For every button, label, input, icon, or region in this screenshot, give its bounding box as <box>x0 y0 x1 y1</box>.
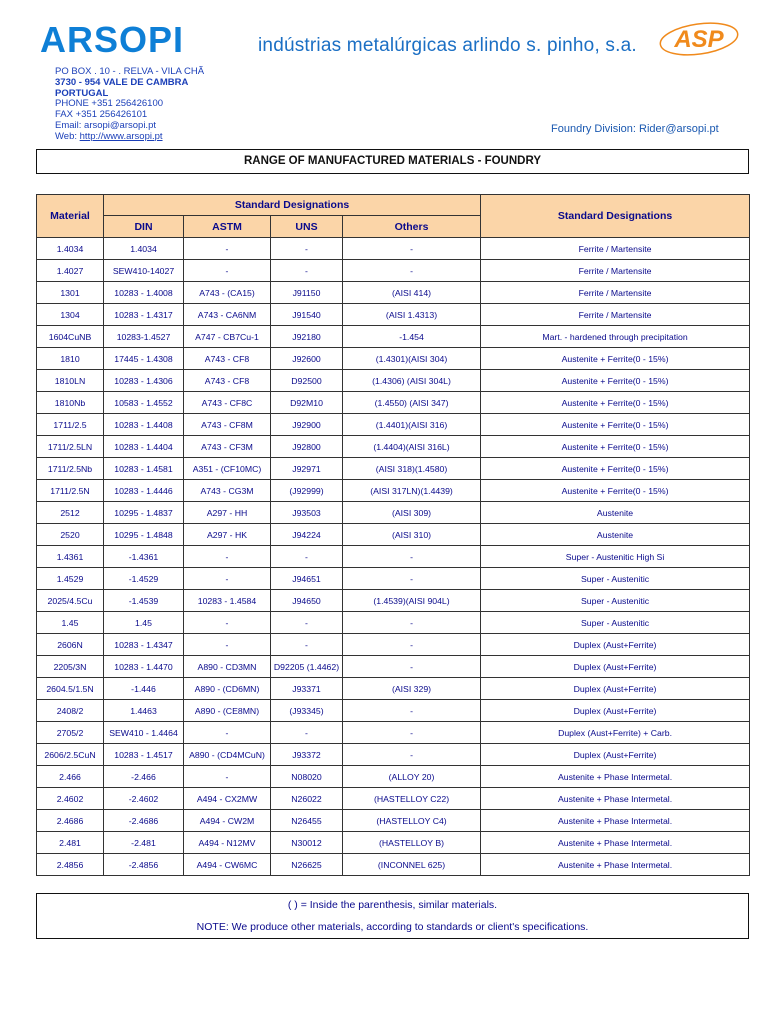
others-cell: (1.4306) (AISI 304L) <box>343 370 481 392</box>
uns-cell: J92900 <box>271 414 343 436</box>
table-row <box>37 414 750 436</box>
table-row <box>37 480 750 502</box>
structure-cell: Duplex (Aust+Ferrite) + Carb. <box>481 722 750 744</box>
uns-cell: J94651 <box>271 568 343 590</box>
table-row <box>37 766 750 788</box>
din-cell: SEW410-14027 <box>104 260 184 282</box>
astm-cell: A297 - HK <box>184 524 271 546</box>
din-cell: 10295 - 1.4837 <box>104 502 184 524</box>
table-row <box>37 810 750 832</box>
others-cell: (AISI 414) <box>343 282 481 304</box>
note-parenthesis: ( ) = Inside the parenthesis, similar materials. <box>287 899 498 911</box>
din-cell: 10283 - 1.4404 <box>104 436 184 458</box>
material-cell: 1304 <box>37 304 104 326</box>
material-cell: 1.4361 <box>37 546 104 568</box>
uns-cell: J93503 <box>271 502 343 524</box>
astm-cell: A297 - HH <box>184 502 271 524</box>
table-row <box>37 634 750 656</box>
material-cell: 2.466 <box>37 766 104 788</box>
table-row <box>37 832 750 854</box>
structure-cell: Ferrite / Martensite <box>481 282 750 304</box>
table-row <box>37 238 750 260</box>
material-cell: 1810Nb <box>37 392 104 414</box>
table-row <box>37 568 750 590</box>
header-material: Material <box>37 195 104 238</box>
others-cell: (HASTELLOY C22) <box>343 788 481 810</box>
structure-cell: Austenite <box>481 524 750 546</box>
din-cell: SEW410 - 1.4464 <box>104 722 184 744</box>
asp-logo-text: ASP <box>674 26 724 53</box>
others-cell: (AISI 329) <box>343 678 481 700</box>
material-cell: 2.4602 <box>37 788 104 810</box>
astm-cell: A747 - CB7Cu-1 <box>184 326 271 348</box>
others-cell: (AISI 310) <box>343 524 481 546</box>
din-cell: -1.4539 <box>104 590 184 612</box>
structure-cell: Super - Austenitic <box>481 568 750 590</box>
uns-cell: - <box>271 260 343 282</box>
structure-cell: Super - Austenitic High Si <box>481 546 750 568</box>
table-row <box>37 744 750 766</box>
others-cell: - <box>343 238 481 260</box>
din-cell: -2.466 <box>104 766 184 788</box>
web-link[interactable]: http://www.arsopi.pt <box>79 130 163 142</box>
structure-cell: Austenite + Ferrite(0 - 15%) <box>481 370 750 392</box>
uns-cell: N08020 <box>271 766 343 788</box>
material-cell: 2705/2 <box>37 722 104 744</box>
others-cell: (AISI 317LN)(1.4439) <box>343 480 481 502</box>
table-row <box>37 282 750 304</box>
astm-cell: A743 - CF8M <box>184 414 271 436</box>
material-cell: 2408/2 <box>37 700 104 722</box>
table-row <box>37 326 750 348</box>
material-cell: 1711/2.5N <box>37 480 104 502</box>
table-row <box>37 458 750 480</box>
structure-cell: Austenite + Phase Intermetal. <box>481 832 750 854</box>
astm-cell: A743 - CA6NM <box>184 304 271 326</box>
others-cell: -1.454 <box>343 326 481 348</box>
astm-cell: A890 - (CD4MCuN) <box>184 744 271 766</box>
din-cell: 10283 - 1.4446 <box>104 480 184 502</box>
uns-cell: N30012 <box>271 832 343 854</box>
address-line: 3730 - 954 VALE DE CAMBRA <box>55 76 189 88</box>
others-cell: (1.4539)(AISI 904L) <box>343 590 481 612</box>
uns-cell: J92600 <box>271 348 343 370</box>
astm-cell: A890 - (CE8MN) <box>184 700 271 722</box>
uns-cell: - <box>271 546 343 568</box>
astm-cell: A494 - CW6MC <box>184 854 271 876</box>
table-row <box>37 546 750 568</box>
din-cell: -2.4686 <box>104 810 184 832</box>
address-line: PORTUGAL <box>55 87 109 99</box>
material-cell: 1.4034 <box>37 238 104 260</box>
table-row <box>37 436 750 458</box>
table-row <box>37 304 750 326</box>
page-title: RANGE OF MANUFACTURED MATERIALS - FOUNDRY <box>36 149 749 174</box>
web-label: Web: <box>55 130 80 142</box>
header-astm: ASTM <box>184 216 271 238</box>
structure-cell: Duplex (Aust+Ferrite) <box>481 744 750 766</box>
others-cell: - <box>343 260 481 282</box>
table-row <box>37 678 750 700</box>
astm-cell: A743 - CG3M <box>184 480 271 502</box>
astm-cell: A743 - CF8C <box>184 392 271 414</box>
astm-cell: - <box>184 634 271 656</box>
table-row <box>37 348 750 370</box>
din-cell: 10283 - 1.4317 <box>104 304 184 326</box>
astm-cell: - <box>184 260 271 282</box>
uns-cell: J91150 <box>271 282 343 304</box>
others-cell: (HASTELLOY C4) <box>343 810 481 832</box>
din-cell: 10283 - 1.4581 <box>104 458 184 480</box>
others-cell: - <box>343 744 481 766</box>
header-structure: Standard Designations <box>481 195 750 238</box>
structure-cell: Ferrite / Martensite <box>481 260 750 282</box>
others-cell: (AISI 1.4313) <box>343 304 481 326</box>
structure-cell: Austenite + Ferrite(0 - 15%) <box>481 436 750 458</box>
structure-cell: Duplex (Aust+Ferrite) <box>481 656 750 678</box>
table-body <box>37 238 750 876</box>
others-cell: - <box>343 722 481 744</box>
material-cell: 1711/2.5Nb <box>37 458 104 480</box>
arsopi-logo: ARSOPI <box>40 19 185 60</box>
structure-cell: Duplex (Aust+Ferrite) <box>481 678 750 700</box>
others-cell: - <box>343 568 481 590</box>
uns-cell: D92500 <box>271 370 343 392</box>
material-cell: 2606N <box>37 634 104 656</box>
astm-cell: - <box>184 722 271 744</box>
structure-cell: Austenite <box>481 502 750 524</box>
astm-cell: - <box>184 546 271 568</box>
others-cell: - <box>343 634 481 656</box>
din-cell: 10283 - 1.4306 <box>104 370 184 392</box>
structure-cell: Austenite + Ferrite(0 - 15%) <box>481 392 750 414</box>
uns-cell: D92M10 <box>271 392 343 414</box>
uns-cell: J92180 <box>271 326 343 348</box>
uns-cell: (J93345) <box>271 700 343 722</box>
din-cell: -2.481 <box>104 832 184 854</box>
uns-cell: N26625 <box>271 854 343 876</box>
header-din: DIN <box>104 216 184 238</box>
astm-cell: A743 - CF3M <box>184 436 271 458</box>
others-cell: (AISI 318)(1.4580) <box>343 458 481 480</box>
others-cell: (1.4401)(AISI 316) <box>343 414 481 436</box>
structure-cell: Ferrite / Martensite <box>481 304 750 326</box>
uns-cell: - <box>271 722 343 744</box>
table-row <box>37 370 750 392</box>
astm-cell: A494 - CW2M <box>184 810 271 832</box>
company-name: indústrias metalúrgicas arlindo s. pinho, s.a. <box>258 35 637 56</box>
materials-table <box>36 194 750 876</box>
din-cell: -2.4856 <box>104 854 184 876</box>
others-cell: (1.4301)(AISI 304) <box>343 348 481 370</box>
structure-cell: Austenite + Ferrite(0 - 15%) <box>481 414 750 436</box>
material-cell: 2520 <box>37 524 104 546</box>
others-cell: - <box>343 656 481 678</box>
material-cell: 1604CuNB <box>37 326 104 348</box>
others-cell: - <box>343 546 481 568</box>
uns-cell: D92205 (1.4462) <box>271 656 343 678</box>
table-row <box>37 524 750 546</box>
material-cell: 1.4529 <box>37 568 104 590</box>
header-uns: UNS <box>271 216 343 238</box>
table-row <box>37 788 750 810</box>
material-cell: 1.4027 <box>37 260 104 282</box>
uns-cell: - <box>271 238 343 260</box>
din-cell: -1.4361 <box>104 546 184 568</box>
din-cell: 1.4463 <box>104 700 184 722</box>
table-row <box>37 502 750 524</box>
structure-cell: Mart. - hardened through precipitation <box>481 326 750 348</box>
uns-cell: J94650 <box>271 590 343 612</box>
astm-cell: A743 - CF8 <box>184 370 271 392</box>
astm-cell: A351 - (CF10MC) <box>184 458 271 480</box>
note-other-materials: NOTE: We produce other materials, according to standards or client's specifications. <box>196 921 589 933</box>
material-cell: 2.4686 <box>37 810 104 832</box>
uns-cell: J93372 <box>271 744 343 766</box>
foundry-contact: Foundry Division: Rider@arsopi.pt <box>551 123 719 135</box>
structure-cell: Austenite + Ferrite(0 - 15%) <box>481 348 750 370</box>
email-line[interactable]: Email: arsopi@arsopi.pt <box>55 119 156 131</box>
notes-box <box>36 893 749 939</box>
structure-cell: Super - Austenitic <box>481 612 750 634</box>
web-line <box>55 132 204 143</box>
din-cell: -1.4529 <box>104 568 184 590</box>
astm-cell: 10283 - 1.4584 <box>184 590 271 612</box>
structure-cell: Austenite + Phase Intermetal. <box>481 788 750 810</box>
uns-cell: J92971 <box>271 458 343 480</box>
others-cell: (1.4550) (AISI 347) <box>343 392 481 414</box>
material-cell: 2.481 <box>37 832 104 854</box>
material-cell: 2025/4.5Cu <box>37 590 104 612</box>
table-row <box>37 260 750 282</box>
table-row <box>37 854 750 876</box>
material-cell: 2604.5/1.5N <box>37 678 104 700</box>
astm-cell: - <box>184 238 271 260</box>
astm-cell: A494 - CX2MW <box>184 788 271 810</box>
structure-cell: Duplex (Aust+Ferrite) <box>481 700 750 722</box>
astm-cell: A743 - CF8 <box>184 348 271 370</box>
din-cell: 10283 - 1.4517 <box>104 744 184 766</box>
din-cell: 1.4034 <box>104 238 184 260</box>
uns-cell: (J92999) <box>271 480 343 502</box>
material-cell: 1810 <box>37 348 104 370</box>
din-cell: 10283-1.4527 <box>104 326 184 348</box>
header-standard-designations: Standard Designations <box>104 195 481 216</box>
table-row <box>37 392 750 414</box>
material-cell: 1810LN <box>37 370 104 392</box>
din-cell: 1.45 <box>104 612 184 634</box>
structure-cell: Ferrite / Martensite <box>481 238 750 260</box>
material-cell: 1.45 <box>37 612 104 634</box>
table-row <box>37 722 750 744</box>
astm-cell: A890 - (CD6MN) <box>184 678 271 700</box>
table-row <box>37 656 750 678</box>
din-cell: 10283 - 1.4408 <box>104 414 184 436</box>
uns-cell: N26455 <box>271 810 343 832</box>
structure-cell: Austenite + Phase Intermetal. <box>481 810 750 832</box>
header-others: Others <box>343 216 481 238</box>
din-cell: 17445 - 1.4308 <box>104 348 184 370</box>
astm-cell: A494 - N12MV <box>184 832 271 854</box>
table-row <box>37 700 750 722</box>
structure-cell: Austenite + Phase Intermetal. <box>481 854 750 876</box>
structure-cell: Duplex (Aust+Ferrite) <box>481 634 750 656</box>
table-row <box>37 612 750 634</box>
uns-cell: J91540 <box>271 304 343 326</box>
others-cell: (HASTELLOY B) <box>343 832 481 854</box>
structure-cell: Super - Austenitic <box>481 590 750 612</box>
asp-logo <box>658 22 740 56</box>
fax-line: FAX +351 256426101 <box>55 109 148 121</box>
din-cell: -1.446 <box>104 678 184 700</box>
astm-cell: - <box>184 766 271 788</box>
others-cell: (ALLOY 20) <box>343 766 481 788</box>
table-row <box>37 590 750 612</box>
uns-cell: - <box>271 612 343 634</box>
astm-cell: A743 - (CA15) <box>184 282 271 304</box>
din-cell: 10283 - 1.4347 <box>104 634 184 656</box>
others-cell: - <box>343 700 481 722</box>
din-cell: 10283 - 1.4008 <box>104 282 184 304</box>
din-cell: 10295 - 1.4848 <box>104 524 184 546</box>
structure-cell: Austenite + Phase Intermetal. <box>481 766 750 788</box>
address-block <box>55 67 204 143</box>
uns-cell: - <box>271 634 343 656</box>
din-cell: 10583 - 1.4552 <box>104 392 184 414</box>
din-cell: -2.4602 <box>104 788 184 810</box>
uns-cell: J93371 <box>271 678 343 700</box>
material-cell: 2205/3N <box>37 656 104 678</box>
address-line: PO BOX . 10 - . RELVA - VILA CHÃ <box>55 66 205 77</box>
material-cell: 2606/2.5CuN <box>37 744 104 766</box>
material-cell: 1711/2.5LN <box>37 436 104 458</box>
uns-cell: N26022 <box>271 788 343 810</box>
din-cell: 10283 - 1.4470 <box>104 656 184 678</box>
uns-cell: J92800 <box>271 436 343 458</box>
material-cell: 1711/2.5 <box>37 414 104 436</box>
phone-line: PHONE +351 256426100 <box>55 98 164 110</box>
material-cell: 2512 <box>37 502 104 524</box>
astm-cell: A890 - CD3MN <box>184 656 271 678</box>
structure-cell: Austenite + Ferrite(0 - 15%) <box>481 480 750 502</box>
astm-cell: - <box>184 568 271 590</box>
others-cell: (INCONNEL 625) <box>343 854 481 876</box>
material-cell: 2.4856 <box>37 854 104 876</box>
others-cell: (AISI 309) <box>343 502 481 524</box>
others-cell: (1.4404)(AISI 316L) <box>343 436 481 458</box>
others-cell: - <box>343 612 481 634</box>
structure-cell: Austenite + Ferrite(0 - 15%) <box>481 458 750 480</box>
uns-cell: J94224 <box>271 524 343 546</box>
material-cell: 1301 <box>37 282 104 304</box>
astm-cell: - <box>184 612 271 634</box>
